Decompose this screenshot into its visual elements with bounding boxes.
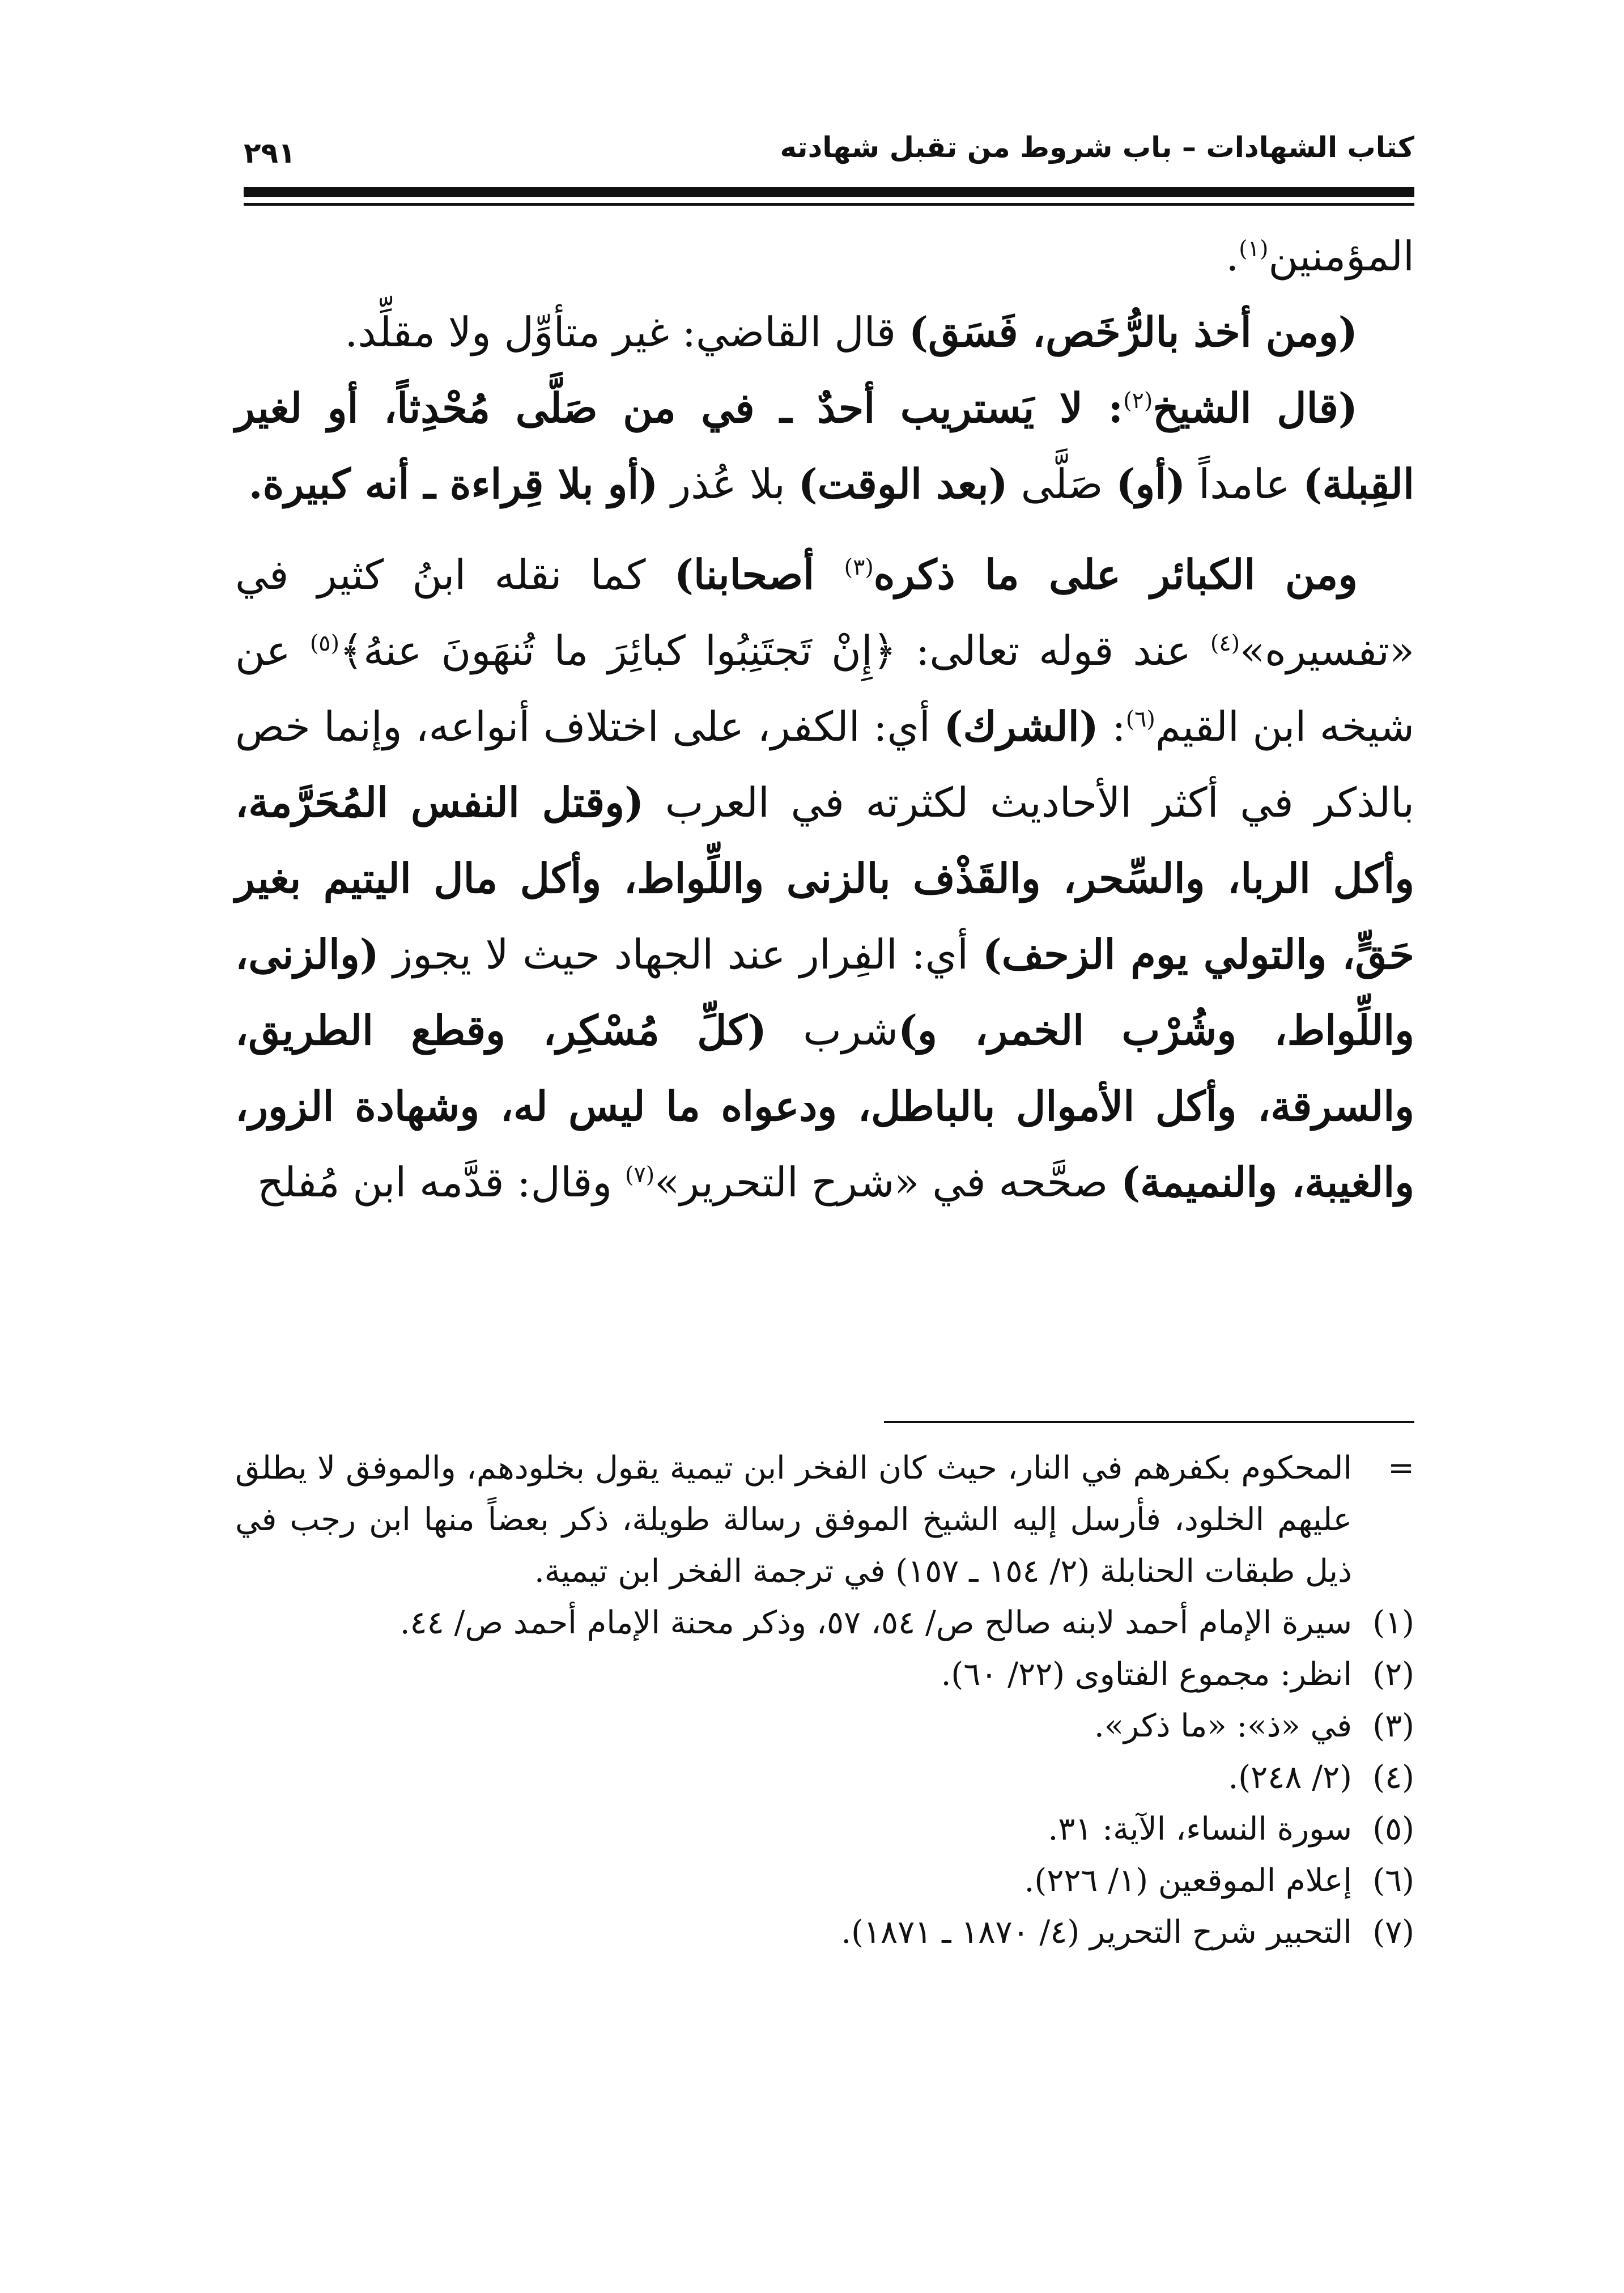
footnotes (235, 1442, 1414, 1958)
footnote-marker: (٦) (1372, 1862, 1414, 1899)
footnote-text: التحبير شرح التحرير (٤/ ١٨٧٠ ـ ١٨٧١). (841, 1914, 1352, 1951)
matn-text: (قال الشيخ (1153, 384, 1358, 432)
paragraph-3 (235, 370, 1414, 522)
footnote-ref: (٤) (1210, 630, 1240, 656)
footnote-marker: (٣) (1372, 1708, 1414, 1744)
footnote-text: (٢/ ٢٤٨). (1228, 1759, 1352, 1796)
footnote-2 (235, 1649, 1414, 1700)
footnote-continued-marker: = (1388, 1450, 1414, 1487)
quran-quote: عند قوله تعالى: ﴿إِنْ تَجتَنِبُوا كبائِرَ ما تُنهَونَ عنهُ﴾ (339, 627, 1210, 674)
footnote-3 (235, 1700, 1414, 1752)
text-span: وقال: قدَّمه ابن مُفلح (257, 1158, 625, 1206)
paragraph-1 (235, 218, 1414, 294)
footnote-continued-text: المحكوم بكفرهم في النار، حيث كان الفخر ابن تيمية يقول بخلودهم، والموفق لا يطلق عليهم الخلود، فأرسل إليه الشيخ الموفق رسالة طويلة، ذكر بعضاً منها ابن رجب في ذيل طبقات الحنابلة (٢/ ١٥٤ ـ ١٥٧) في ترجمة الفخر ابن تيمية. (235, 1450, 1352, 1590)
footnote-text: في «ذ»: «ما ذكر». (1094, 1708, 1352, 1744)
paragraph-2 (235, 294, 1414, 370)
matn-text: : لا يَستريب أحدٌ ـ في من صَلَّى مُحْدِثاً، أو لغير القِبلة) (235, 384, 1414, 508)
footnote-marker: (٤) (1372, 1759, 1414, 1796)
footnote-text: انظر: مجموع الفتاوى (٢٢/ ٦٠). (941, 1656, 1352, 1693)
header-rule-thin (244, 203, 1414, 206)
running-head: كتاب الشهادات – باب شروط من تقبل شهادته (780, 131, 1414, 164)
main-text (235, 218, 1414, 1220)
text-span: قال القاضي: غير متأوِّل ولا مقلِّد. (345, 308, 909, 356)
footnote-ref: (١) (1239, 236, 1269, 262)
footnote-text: إعلام الموقعين (١/ ٢٢٦). (1024, 1862, 1352, 1899)
footnote-4 (235, 1752, 1414, 1803)
header-rule-thick (244, 187, 1414, 197)
text-span: عن شيخه ابن القيم (235, 627, 1414, 750)
footnote-text: سورة النساء، الآية: ٣١. (1048, 1811, 1352, 1848)
footnote-text: سيرة الإمام أحمد لابنه صالح ص/ ٥٤، ٥٧، وذكر محنة الإمام أحمد ص/ ٤٤. (399, 1604, 1352, 1641)
matn-text: (بعد الوقت) (798, 460, 1008, 508)
footnote-marker: (١) (1372, 1604, 1414, 1641)
footnote-ref: (٣) (844, 554, 874, 580)
matn-text: (كلِّ مُسْكِر، وقطع الطريق، والسرقة، وأكل الأموال بالباطل، ودعواه ما ليس له، وشهادة الزور، والغيبة، والنميمة) (235, 1006, 1414, 1206)
text-span: : (1098, 703, 1126, 750)
matn-text: (ومن أخذ بالرُّخَص، فَسَق) (908, 308, 1358, 356)
footnote-7 (235, 1906, 1414, 1958)
matn-text: (أو بلا قِراءة ـ أنه كبيرة. (248, 460, 658, 508)
footnote-marker: (٢) (1372, 1656, 1414, 1693)
text-span: . (1226, 232, 1239, 280)
matn-text: (الشرك) (943, 702, 1099, 750)
text-span: كما نقله ابنُ كثير في «تفسيره» (235, 551, 1415, 674)
footnote-ref: (٢) (1123, 388, 1153, 414)
footnote-1 (235, 1597, 1414, 1649)
text-span: أي: الكفر، على اختلاف أنواعه، وإنما خص بالذكر في أكثر الأحاديث لكثرته في العرب (235, 703, 1414, 826)
footnote-ref: (٦) (1125, 706, 1155, 732)
page-number: ٢٩١ (244, 137, 296, 169)
footnote-5 (235, 1803, 1414, 1855)
paragraph-4 (235, 537, 1414, 1220)
matn-text: (وقتل النفس المُحَرَّمة، وأكل الربا، والسِّحر، والقَذْف بالزنى واللِّواط، وأكل مال اليتيم بغير حَقٍّ، والتولي يوم الزحف) (235, 778, 1414, 978)
text-span: صَلَّى (1007, 460, 1116, 508)
footnote-marker: (٥) (1372, 1811, 1414, 1848)
text-span: شرب (767, 1007, 898, 1054)
matn-text: (أو) (1116, 460, 1186, 508)
footnote-separator (884, 1421, 1414, 1423)
matn-text: أصحابنا) (674, 550, 844, 598)
footnote-ref: (٧) (625, 1162, 655, 1188)
footnote-continued (235, 1442, 1414, 1597)
footnote-6 (235, 1855, 1414, 1906)
text-span: عامداً (1185, 460, 1303, 508)
page-header (244, 122, 1414, 173)
matn-text: (والزنى، واللِّواط، وشُرْب الخمر، و) (235, 930, 1415, 1054)
footnote-marker: (٧) (1372, 1914, 1414, 1951)
footnote-ref: (٥) (309, 630, 340, 656)
text-span: صحَّحه في «شرح التحرير» (654, 1158, 1121, 1206)
text-span: أي: الفِرار عند الجهاد حيث لا يجوز (379, 931, 983, 978)
matn-text: ومن الكبائر على ما ذكره (873, 550, 1358, 598)
text-span: المؤمنين (1268, 232, 1414, 280)
text-span: بلا عُذر (658, 460, 798, 508)
